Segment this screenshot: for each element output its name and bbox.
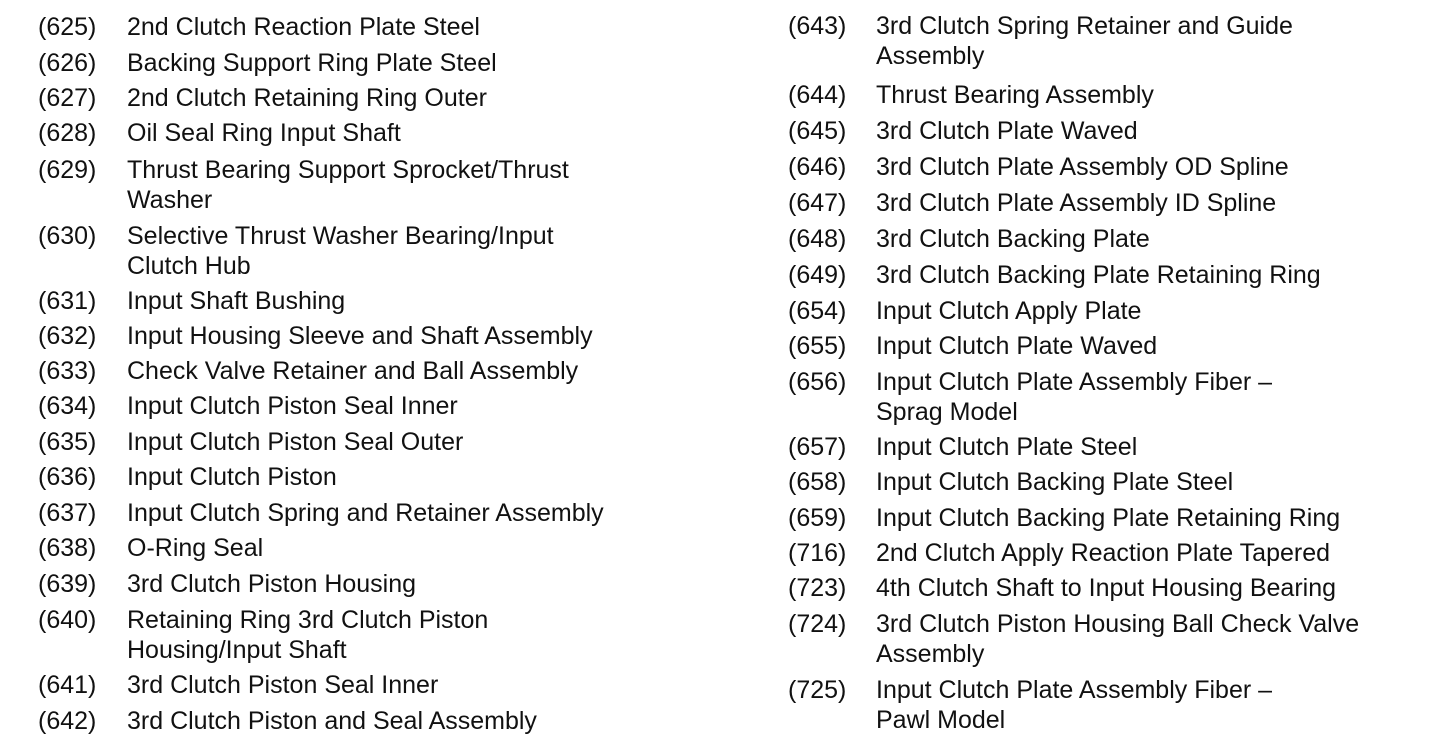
- part-number: (648): [788, 225, 847, 253]
- part-number: (627): [38, 84, 97, 112]
- part-number: (725): [788, 676, 847, 704]
- part-description-line: 3rd Clutch Plate Assembly OD Spline: [876, 153, 1289, 181]
- part-number: (646): [788, 153, 847, 181]
- part-number: (628): [38, 119, 97, 147]
- part-description: [876, 609, 1359, 669]
- part-number: (656): [788, 368, 847, 396]
- part-description-line: 3rd Clutch Plate Assembly ID Spline: [876, 189, 1277, 217]
- part-description-line: Thrust Bearing Assembly: [876, 81, 1154, 109]
- right-parts-column: [788, 0, 1448, 748]
- part-number: (632): [38, 322, 97, 350]
- part-description: [876, 260, 1321, 290]
- part-description-line: Clutch Hub: [127, 252, 251, 280]
- part-number: (630): [38, 222, 97, 250]
- part-description: [127, 12, 480, 42]
- part-description-line: Housing/Input Shaft: [127, 636, 347, 664]
- part-description-line: Thrust Bearing Support Sprocket/Thrust: [127, 156, 569, 184]
- part-description: [127, 391, 458, 421]
- part-description: [127, 118, 401, 148]
- part-description-line: 3rd Clutch Piston Housing Ball Check Valve: [876, 610, 1360, 638]
- part-description-line: Input Clutch Apply Plate: [876, 297, 1142, 325]
- part-description-line: Input Clutch Plate Assembly Fiber –: [876, 676, 1273, 704]
- part-number: (641): [38, 671, 97, 699]
- part-description-line: Sprag Model: [876, 398, 1018, 426]
- part-description: [876, 116, 1138, 146]
- part-description: [876, 188, 1276, 218]
- part-description: [876, 467, 1233, 497]
- part-description: [127, 286, 345, 316]
- part-description: [127, 462, 337, 492]
- part-number: (639): [38, 570, 97, 598]
- part-number: (658): [788, 468, 847, 496]
- part-description-line: 3rd Clutch Piston Housing: [127, 570, 417, 598]
- part-description-line: 3rd Clutch Piston and Seal Assembly: [127, 707, 537, 735]
- part-number: (645): [788, 117, 847, 145]
- part-number: (654): [788, 297, 847, 325]
- part-description: [127, 221, 554, 281]
- part-description-line: 4th Clutch Shaft to Input Housing Bearing: [876, 574, 1337, 602]
- part-description-line: Input Clutch Backing Plate Retaining Ring: [876, 504, 1341, 532]
- part-number: (659): [788, 504, 847, 532]
- part-description-line: 3rd Clutch Backing Plate Retaining Ring: [876, 261, 1321, 289]
- part-number: (649): [788, 261, 847, 289]
- part-description-line: Input Clutch Backing Plate Steel: [876, 468, 1234, 496]
- part-number: (629): [38, 156, 97, 184]
- part-description: [127, 498, 604, 528]
- part-description-line: 3rd Clutch Spring Retainer and Guide: [876, 12, 1293, 40]
- part-number: (637): [38, 499, 97, 527]
- part-description-line: 2nd Clutch Retaining Ring Outer: [127, 84, 487, 112]
- part-number: (626): [38, 49, 97, 77]
- part-number: (642): [38, 707, 97, 735]
- part-description-line: O-Ring Seal: [127, 534, 264, 562]
- part-description: [127, 533, 263, 563]
- part-description: [876, 503, 1340, 533]
- part-description-line: Selective Thrust Washer Bearing/Input: [127, 222, 554, 250]
- part-number: (647): [788, 189, 847, 217]
- part-description: [876, 675, 1272, 735]
- part-description: [876, 11, 1293, 71]
- part-description-line: Check Valve Retainer and Ball Assembly: [127, 357, 579, 385]
- part-number: (638): [38, 534, 97, 562]
- part-description-line: Input Housing Sleeve and Shaft Assembly: [127, 322, 593, 350]
- part-description-line: Input Clutch Piston Seal Inner: [127, 392, 458, 420]
- part-description-line: Backing Support Ring Plate Steel: [127, 49, 497, 77]
- part-number: (643): [788, 12, 847, 40]
- part-number: (636): [38, 463, 97, 491]
- part-description-line: 3rd Clutch Plate Waved: [876, 117, 1138, 145]
- part-description-line: Input Clutch Plate Steel: [876, 433, 1138, 461]
- part-description: [127, 48, 497, 78]
- part-number: (625): [38, 13, 97, 41]
- part-description-line: Retaining Ring 3rd Clutch Piston: [127, 606, 489, 634]
- part-description-line: 3rd Clutch Backing Plate: [876, 225, 1150, 253]
- part-description-line: Input Shaft Bushing: [127, 287, 346, 315]
- part-description: [876, 573, 1336, 603]
- part-description: [127, 427, 463, 457]
- part-description: [876, 224, 1150, 254]
- part-description-line: Input Clutch Plate Waved: [876, 332, 1158, 360]
- part-description-line: Washer: [127, 186, 213, 214]
- part-description: [127, 155, 569, 215]
- part-description: [876, 296, 1141, 326]
- part-description-line: Pawl Model: [876, 706, 1006, 734]
- part-number: (644): [788, 81, 847, 109]
- part-number: (634): [38, 392, 97, 420]
- part-number: (657): [788, 433, 847, 461]
- part-description: [127, 605, 488, 665]
- part-description: [876, 80, 1154, 110]
- part-description-line: Oil Seal Ring Input Shaft: [127, 119, 401, 147]
- part-description: [127, 670, 438, 700]
- part-number: (724): [788, 610, 847, 638]
- part-description-line: Input Clutch Plate Assembly Fiber –: [876, 368, 1273, 396]
- part-description: [127, 321, 593, 351]
- part-description: [876, 538, 1330, 568]
- part-description: [876, 367, 1272, 427]
- part-description-line: Assembly: [876, 640, 985, 668]
- part-description-line: Assembly: [876, 42, 985, 70]
- part-number: (631): [38, 287, 97, 315]
- left-parts-column: [38, 0, 738, 748]
- part-description: [127, 706, 537, 736]
- part-description: [876, 432, 1137, 462]
- part-description: [127, 356, 578, 386]
- part-description-line: 3rd Clutch Piston Seal Inner: [127, 671, 439, 699]
- part-description-line: Input Clutch Spring and Retainer Assembly: [127, 499, 604, 527]
- part-description: [127, 569, 416, 599]
- part-number: (635): [38, 428, 97, 456]
- part-description: [127, 83, 487, 113]
- part-number: (723): [788, 574, 847, 602]
- part-description: [876, 331, 1157, 361]
- part-number: (716): [788, 539, 847, 567]
- part-description-line: 2nd Clutch Reaction Plate Steel: [127, 13, 480, 41]
- part-description: [876, 152, 1289, 182]
- part-description-line: Input Clutch Piston Seal Outer: [127, 428, 464, 456]
- part-description-line: Input Clutch Piston: [127, 463, 337, 491]
- part-description-line: 2nd Clutch Apply Reaction Plate Tapered: [876, 539, 1331, 567]
- part-number: (655): [788, 332, 847, 360]
- part-number: (633): [38, 357, 97, 385]
- part-number: (640): [38, 606, 97, 634]
